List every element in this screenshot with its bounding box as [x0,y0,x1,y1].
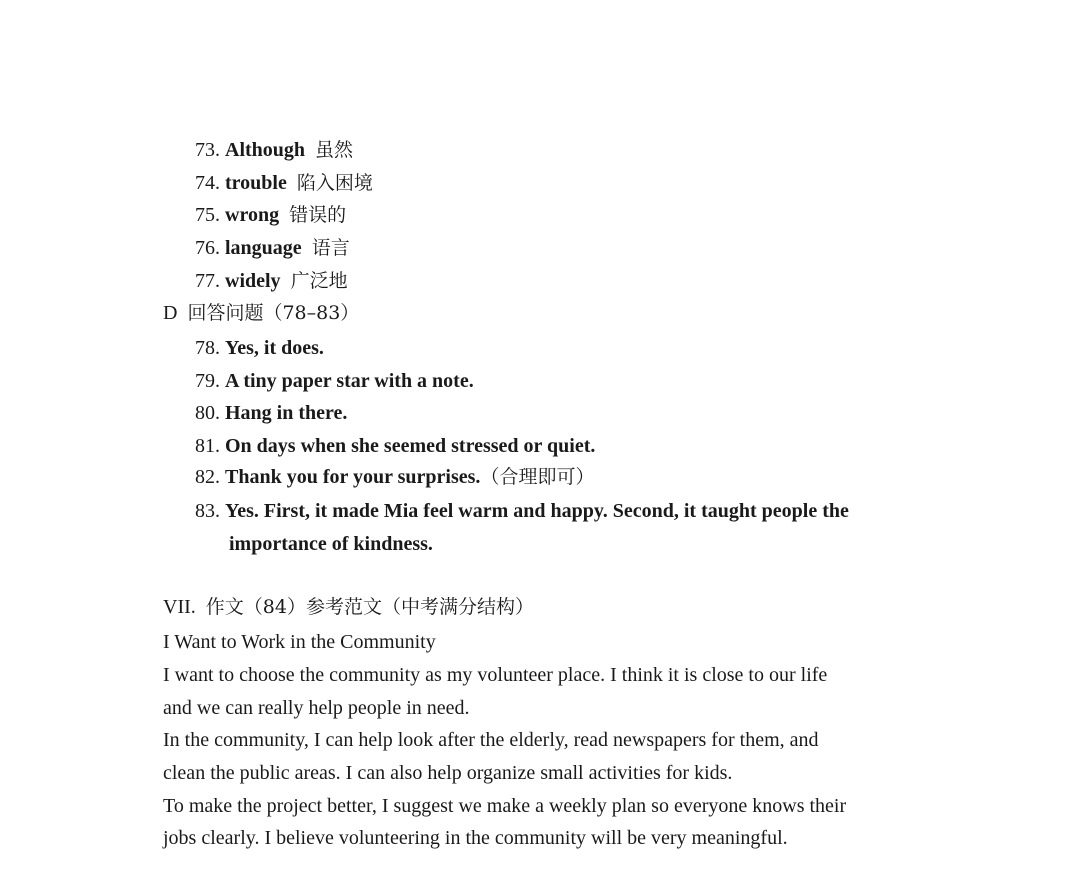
item-number: 78. [195,337,220,359]
item-number: 79. [195,370,220,392]
answer-text: A tiny paper star with a note. [225,370,474,392]
item-number: 83. [195,500,220,522]
answer-text: Yes. First, it made Mia feel warm and happy. Second, it taught people the [225,500,849,522]
vocab-meaning: 语言 [311,237,350,259]
answer-text: Hang in there. [225,402,348,424]
essay-line-5: To make the project better, I suggest we make a weekly plan so everyone knows their [163,795,847,817]
vocab-meaning: 虽然 [315,139,354,161]
vocab-word: Although [225,139,306,161]
answer-item-79 [195,368,474,394]
item-number: 77. [195,270,220,292]
section-title: 作文（84）参考范文（中考满分结构） [205,596,534,618]
item-number: 74. [195,172,220,194]
vocab-meaning: 陷入困境 [296,172,373,194]
answer-item-83 [195,498,849,524]
answer-text: On days when she seemed stressed or quiet. [225,435,596,457]
vocab-item-76 [195,235,350,261]
vocab-word: wrong [225,204,280,226]
item-number: 81. [195,435,220,457]
section-d-heading [163,300,359,326]
vocab-item-73 [195,137,353,163]
item-number: 75. [195,204,220,226]
answer-text: Thank you for your surprises. [225,466,481,488]
essay-line-1: I want to choose the community as my volunteer place. I think it is close to our life [163,664,828,686]
vocab-word: widely [225,270,281,292]
section-title: 回答问题（78–83） [187,302,360,324]
essay-line-4: clean the public areas. I can also help organize small activities for kids. [163,762,733,784]
vocab-word: language [225,237,302,259]
vocab-item-74 [195,170,373,196]
item-number: 82. [195,466,220,488]
essay-line-6: jobs clearly. I believe volunteering in the community will be very meaningful. [163,827,788,849]
answer-83-continuation: importance of kindness. [229,533,433,555]
section-vii-heading [163,594,534,620]
item-number: 80. [195,402,220,424]
answer-note: （合理即可） [480,466,595,488]
answer-item-81 [195,433,595,459]
vocab-word: trouble [225,172,287,194]
essay-line-2: and we can really help people in need. [163,697,470,719]
essay-title: I Want to Work in the Community [163,631,436,653]
answer-text: Yes, it does. [225,337,324,359]
item-number: 73. [195,139,220,161]
essay-line-3: In the community, I can help look after the elderly, read newspapers for them, and [163,729,819,751]
section-label: VII. [163,596,196,618]
vocab-meaning: 广泛地 [290,270,348,292]
answer-item-78 [195,335,324,361]
answer-item-82 [195,464,594,490]
answer-item-80 [195,400,347,426]
item-number: 76. [195,237,220,259]
vocab-item-75 [195,202,346,228]
vocab-item-77 [195,268,348,294]
section-label: D [163,302,178,324]
vocab-meaning: 错误的 [289,204,347,226]
